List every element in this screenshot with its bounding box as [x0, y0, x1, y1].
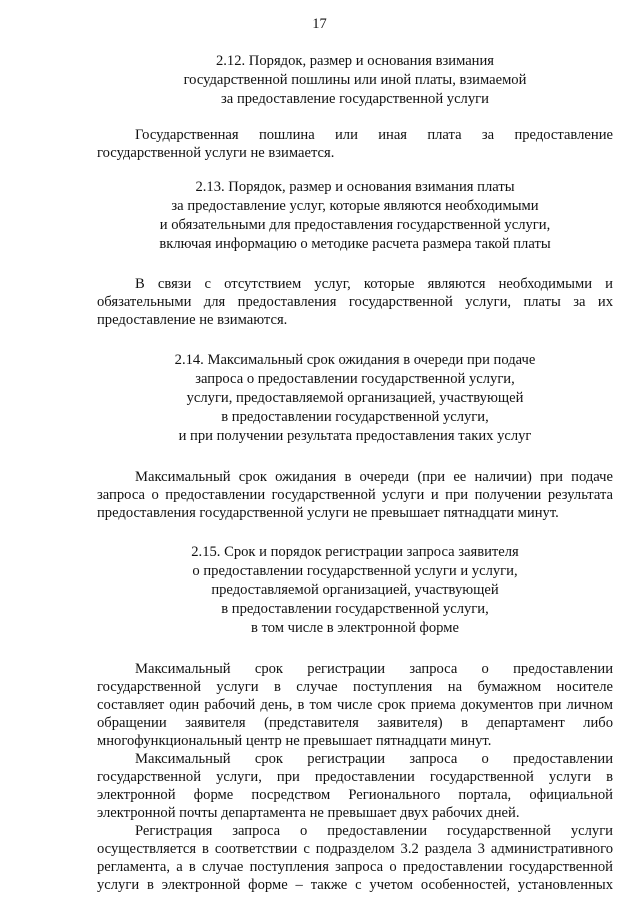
- heading-line: предоставляемой организацией, участвующей: [211, 582, 499, 598]
- heading-line: государственной пошлины или иной платы, взимаемой: [183, 72, 527, 88]
- paragraph-line: В связи с отсутствием услуг, которые являются необходимыми и: [135, 276, 613, 292]
- heading-line: в том числе в электронной форме: [251, 620, 459, 636]
- heading-line: за предоставление услуг, которые являются необходимыми: [171, 198, 539, 214]
- paragraph-line: электронной форме посредством Регионального портала, официальной: [97, 787, 613, 803]
- section-heading-2-12: [97, 52, 613, 109]
- paragraph-line: предоставления государственной услуги не превышает пятнадцати минут.: [97, 505, 559, 521]
- paragraph-line: электронной почты департамента не превышает двух рабочих дней.: [97, 805, 520, 821]
- section-paragraph-2-12: [97, 126, 613, 162]
- paragraph-line: услуги в электронной форме – также с учетом особенностей, установленных: [97, 877, 613, 893]
- paragraph-line: Регистрация запроса о предоставлении государственной услуги: [135, 823, 613, 839]
- paragraph-line: Максимальный срок регистрации запроса о предоставлении: [135, 661, 613, 677]
- section-paragraph-2-15-registration-electronic: [97, 750, 613, 822]
- heading-line: 2.12. Порядок, размер и основания взимания: [215, 53, 495, 69]
- section-heading-2-14: [97, 351, 613, 446]
- heading-line: запроса о предоставлении государственной услуги,: [195, 371, 515, 387]
- paragraph-line: осуществляется в соответствии с подразделом 3.2 раздела 3 административного: [97, 841, 613, 857]
- heading-line: о предоставлении государственной услуги и услуги,: [192, 563, 518, 579]
- heading-line: и обязательными для предоставления государственной услуги,: [159, 217, 551, 233]
- heading-line: и при получении результата предоставления таких услуг: [178, 428, 532, 444]
- heading-line: в предоставлении государственной услуги,: [221, 409, 489, 425]
- paragraph-line: Максимальный срок ожидания в очереди (при ее наличии) при подаче: [135, 469, 613, 485]
- heading-line: включая информацию о методике расчета размера такой платы: [159, 236, 551, 252]
- paragraph-line: Максимальный срок регистрации запроса о предоставлении: [135, 751, 613, 767]
- paragraph-line: составляет один рабочий день, в том числе срок приема документов при личном: [97, 697, 613, 713]
- section-heading-2-13: [97, 178, 613, 254]
- paragraph-line: многофункциональный центр не превышает пятнадцати минут.: [97, 733, 492, 749]
- heading-line: услуги, предоставляемой организацией, участвующей: [186, 390, 524, 406]
- paragraph-line: государственной услуги в случае поступления на бумажном носителе: [97, 679, 613, 695]
- paragraph-line: регламента, а в случае поступления запроса о предоставлении государственной: [97, 859, 613, 875]
- document-body: [97, 52, 613, 894]
- section-paragraph-2-13: [97, 275, 613, 329]
- section-heading-2-15: [97, 543, 613, 638]
- heading-line: 2.14. Максимальный срок ожидания в очереди при подаче: [174, 352, 536, 368]
- section-paragraph-2-15-registration-procedure: [97, 822, 613, 894]
- heading-line: 2.15. Срок и порядок регистрации запроса заявителя: [191, 544, 519, 560]
- paragraph-line: Государственная пошлина или иная плата за предоставление: [135, 127, 613, 143]
- paragraph-line: государственной услуги не взимается.: [97, 145, 335, 161]
- heading-line: за предоставление государственной услуги: [221, 91, 489, 107]
- section-paragraph-2-14: [97, 468, 613, 522]
- paragraph-line: предоставление не взимаются.: [97, 312, 288, 328]
- paragraph-line: обязательными для предоставления государственной услуги, платы за их: [97, 294, 613, 310]
- paragraph-line: обращении заявителя (представителя заявителя) в департамент либо: [97, 715, 613, 731]
- heading-line: в предоставлении государственной услуги,: [221, 601, 489, 617]
- section-paragraph-2-15-registration-paper: [97, 660, 613, 750]
- paragraph-line: государственной услуги, при предоставлении государственной услуги в: [97, 769, 613, 785]
- heading-line: 2.13. Порядок, размер и основания взимания платы: [195, 179, 515, 195]
- paragraph-line: запроса о предоставлении государственной услуги и при получении результата: [97, 487, 613, 503]
- page-number: 17: [312, 16, 327, 32]
